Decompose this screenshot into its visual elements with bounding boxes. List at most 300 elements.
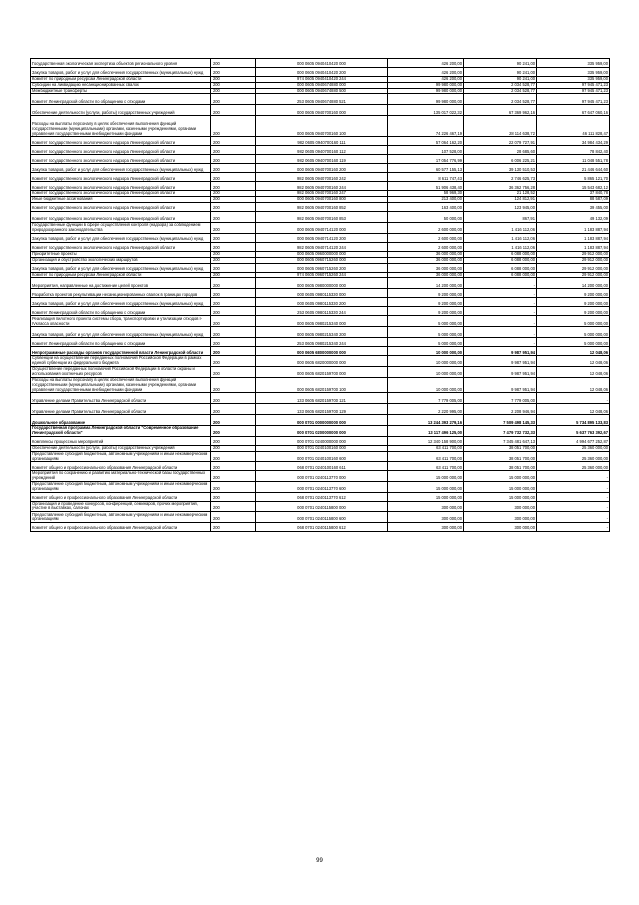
row-remaining-amount: 5 865 121,70 (537, 173, 610, 182)
table-row (31, 451, 610, 462)
row-name: Разработка проектов рекультивации несанкционированных свалок в границах городов (31, 289, 211, 298)
row-name: Закупка товаров, работ и услуг для обеспечения государственных (муниципальных) нужд (31, 68, 211, 77)
row-remaining-amount: 29 912 000,00 (537, 251, 610, 257)
row-executed-amount: 9 987 951,94 (464, 377, 537, 392)
table-row (31, 182, 610, 191)
row-budget-code: 982 0605 0940700160 111 (256, 137, 388, 146)
row-executed-amount: 867,91 (464, 211, 537, 222)
row-budget-code: 000 0605 0940700160 000 (256, 105, 388, 116)
row-line-code: 200 (211, 263, 256, 272)
table-row (31, 94, 610, 105)
row-budget-code: 000 0605 6820000000 000 (256, 356, 388, 367)
row-executed-amount: 7 479 732 732,33 (464, 426, 537, 437)
row-name: Комитет государственного экологического надзора Ленинградской области (31, 202, 211, 211)
row-name: Комитет общего и профессионального образования Ленинградской области (31, 492, 211, 501)
row-budget-code: 982 0605 0940714120 244 (256, 242, 388, 251)
table-row (31, 278, 610, 289)
row-approved-amount: 7 779 005,00 (388, 393, 464, 404)
row-budget-code: 000 0605 0940674880 000 (256, 82, 388, 88)
row-remaining-amount: 25 360 000,00 (537, 451, 610, 462)
row-executed-amount: - (464, 327, 537, 338)
row-executed-amount: 1 416 112,06 (464, 242, 537, 251)
row-remaining-amount: 5 000 000,00 (537, 316, 610, 327)
row-executed-amount: - (464, 298, 537, 307)
row-name: Осуществление переданных полномочий Российской Федерации в области охраны и использования охотничьих ресурсов (31, 366, 211, 377)
row-approved-amount: 8 611 747,43 (388, 173, 464, 182)
row-budget-code: 000 0605 0980115330 000 (256, 289, 388, 298)
row-name: Дошкольное образование (31, 415, 211, 426)
row-executed-amount: 9 987 951,94 (464, 347, 537, 356)
row-budget-code: 000 0701 0240100160 600 (256, 451, 388, 462)
row-line-code: 200 (211, 68, 256, 77)
row-name: Закупка товаров, работ и услуг для обеспечения государственных (муниципальных) нужд (31, 298, 211, 307)
row-line-code: 200 (211, 338, 256, 347)
row-remaining-amount: 67 647 060,16 (537, 105, 610, 116)
row-budget-code: 982 0605 0940700160 119 (256, 155, 388, 164)
row-name: Комитет по природным ресурсам Ленинградской области (31, 272, 211, 278)
row-remaining-amount: 21 446 644,60 (537, 164, 610, 173)
row-name: Закупка товаров, работ и услуг для обеспечения государственных (муниципальных) нужд (31, 233, 211, 242)
row-approved-amount: 213 400,00 (388, 197, 464, 203)
row-approved-amount: 99 980 000,00 (388, 88, 464, 94)
row-executed-amount: 28 685,60 (464, 146, 537, 155)
row-name: Комитет государственного экологического надзора Ленинградской области (31, 211, 211, 222)
row-name: Комитет государственного экологического надзора Ленинградской области (31, 155, 211, 164)
row-budget-code: 000 0605 0940410420 000 (256, 59, 388, 68)
row-budget-code: 982 0605 0940700160 853 (256, 211, 388, 222)
table-row (31, 59, 610, 68)
row-line-code: 200 (211, 298, 256, 307)
row-name: Комитет Ленинградской области по обращению с отходами (31, 307, 211, 316)
row-line-code: 200 (211, 415, 256, 426)
row-line-code: 200 (211, 164, 256, 173)
row-name: Комитет Ленинградской области по обращению с отходами (31, 338, 211, 347)
row-approved-amount: 36 000 000,00 (388, 251, 464, 257)
table-row (31, 164, 610, 173)
row-budget-code: 253 0605 0980215340 244 (256, 338, 388, 347)
table-row (31, 404, 610, 415)
row-executed-amount: - (464, 316, 537, 327)
row-line-code: 200 (211, 59, 256, 68)
row-budget-code: 000 0605 0940714120 200 (256, 233, 388, 242)
row-name: Комитет государственного экологического надзора Ленинградской области (31, 191, 211, 197)
row-line-code: 200 (211, 137, 256, 146)
row-name: Обеспечение деятельности (услуги, работы) государственных учреждений (31, 445, 211, 451)
row-line-code: 200 (211, 512, 256, 523)
row-name: Комитет государственного экологического надзора Ленинградской области (31, 173, 211, 182)
row-executed-amount: 90 241,00 (464, 59, 537, 68)
row-name: Иные бюджетные ассигнования (31, 197, 211, 203)
row-name: Комитет государственного экологического надзора Ленинградской области (31, 242, 211, 251)
row-line-code: 200 (211, 451, 256, 462)
row-name: Предоставление субсидий бюджетным, автономным учреждениям и иным некоммерческим организациям (31, 481, 211, 492)
row-budget-code: 000 0605 0980000000 000 (256, 278, 388, 289)
row-approved-amount: 57 064 162,20 (388, 137, 464, 146)
row-approved-amount: 2 600 000,00 (388, 233, 464, 242)
row-line-code: 200 (211, 146, 256, 155)
row-name: Государственные функции в сфере осуществления контроля (надзора) за соблюдением природоохранного законодательства (31, 222, 211, 233)
row-name: Закупка товаров, работ и услуг для обеспечения государственных (муниципальных) нужд (31, 164, 211, 173)
row-budget-code: 000 0605 0940700160 800 (256, 197, 388, 203)
row-executed-amount: 28 114 638,72 (464, 116, 537, 137)
row-remaining-amount: 12 048,06 (537, 347, 610, 356)
row-approved-amount: 5 000 000,00 (388, 316, 464, 327)
row-name: Закупка товаров, работ и услуг для обеспечения государственных (муниципальных) нужд (31, 327, 211, 338)
table-row (31, 366, 610, 377)
row-remaining-amount: 34 984 434,29 (537, 137, 610, 146)
row-remaining-amount: 11 048 551,78 (537, 155, 610, 164)
row-executed-amount: 6 088 000,00 (464, 251, 537, 257)
row-remaining-amount: 12 048,06 (537, 404, 610, 415)
row-line-code: 200 (211, 211, 256, 222)
row-budget-code: 000 0701 0240000000 000 (256, 436, 388, 445)
row-name: Государственная экологическая экспертиза объектов регионального уровня (31, 59, 211, 68)
table-row (31, 415, 610, 426)
row-approved-amount: 2 220 995,00 (388, 404, 464, 415)
row-executed-amount: 300 000,00 (464, 512, 537, 523)
row-budget-code: 000 0605 6820159700 100 (256, 377, 388, 392)
row-remaining-amount: - (537, 481, 610, 492)
row-budget-code: 000 0701 0240113770 600 (256, 481, 388, 492)
row-budget-code: 000 0701 0240115800 000 (256, 501, 388, 512)
row-approved-amount: 107 528,00 (388, 146, 464, 155)
row-budget-code: 000 0605 0940714120 000 (256, 222, 388, 233)
row-executed-amount: 124 812,91 (464, 197, 537, 203)
row-approved-amount: 9 200 000,00 (388, 289, 464, 298)
row-line-code: 200 (211, 492, 256, 501)
row-line-code: 200 (211, 501, 256, 512)
row-budget-code: 068 0701 0240113770 612 (256, 492, 388, 501)
table-row (31, 222, 610, 233)
row-name: Субвенции на осуществление переданных полномочий Российской Федерации в рамках единой субвенции из федерального бюджета (31, 356, 211, 367)
row-approved-amount: 300 000,00 (388, 523, 464, 532)
table-row (31, 471, 610, 482)
row-name: Расходы на выплаты персоналу в целях обеспечения выполнения функций государственными (муниципальными) органами, казенными учреждениями, органами управления государственными внебюджетными фондами (31, 116, 211, 137)
row-line-code: 200 (211, 404, 256, 415)
row-name: Комитет общего и профессионального образования Ленинградской области (31, 523, 211, 532)
row-approved-amount: 13 117 496 125,00 (388, 426, 464, 437)
row-approved-amount: 36 000 000,00 (388, 263, 464, 272)
row-budget-code: 974 0605 0940410420 244 (256, 77, 388, 83)
row-executed-amount: 38 051 700,00 (464, 445, 537, 451)
row-executed-amount: 1 416 112,06 (464, 222, 537, 233)
table-row (31, 146, 610, 155)
row-approved-amount: 135 017 022,32 (388, 105, 464, 116)
row-name: Комитет Ленинградской области по обращению с отходами (31, 94, 211, 105)
row-budget-code: 000 0605 6800000000 000 (256, 347, 388, 356)
row-budget-code: 000 0701 0240100160 000 (256, 445, 388, 451)
row-line-code: 200 (211, 272, 256, 278)
row-budget-code: 253 0605 0940674880 521 (256, 94, 388, 105)
row-remaining-amount: 25 360 000,00 (537, 445, 610, 451)
table-row (31, 116, 610, 137)
table-row (31, 289, 610, 298)
row-budget-code: 982 0605 0940700160 852 (256, 202, 388, 211)
table-body (31, 59, 610, 532)
row-remaining-amount: - (537, 512, 610, 523)
row-executed-amount: 2 034 528,77 (464, 88, 537, 94)
row-line-code: 200 (211, 105, 256, 116)
table-row (31, 436, 610, 445)
row-approved-amount: 15 000 000,00 (388, 492, 464, 501)
row-remaining-amount: 9 200 000,00 (537, 298, 610, 307)
row-approved-amount: 63 411 700,00 (388, 462, 464, 471)
row-remaining-amount: 12 048,06 (537, 356, 610, 367)
row-approved-amount: 12 340 158 900,00 (388, 436, 464, 445)
row-approved-amount: 99 980 000,00 (388, 94, 464, 105)
row-line-code: 200 (211, 366, 256, 377)
row-remaining-amount: 97 945 471,23 (537, 82, 610, 88)
row-approved-amount: 2 600 000,00 (388, 222, 464, 233)
row-budget-code: 000 0605 0940700160 100 (256, 116, 388, 137)
row-remaining-amount: 1 183 887,94 (537, 242, 610, 251)
table-row (31, 501, 610, 512)
row-executed-amount: - (464, 278, 537, 289)
row-approved-amount: 13 244 393 279,16 (388, 415, 464, 426)
row-executed-amount: 9 987 951,94 (464, 366, 537, 377)
row-remaining-amount: - (537, 471, 610, 482)
row-line-code: 200 (211, 393, 256, 404)
row-budget-code: 133 0605 6820159700 129 (256, 404, 388, 415)
row-approved-amount: 14 200 000,00 (388, 278, 464, 289)
row-budget-code: 000 0701 0200000000 000 (256, 426, 388, 437)
row-remaining-amount: 37 840,78 (537, 191, 610, 197)
row-remaining-amount: 1 183 887,94 (537, 233, 610, 242)
row-executed-amount: 38 051 700,00 (464, 462, 537, 471)
row-remaining-amount: 5 734 895 133,83 (537, 415, 610, 426)
table-row (31, 462, 610, 471)
row-line-code: 200 (211, 182, 256, 191)
row-remaining-amount: 335 959,00 (537, 59, 610, 68)
row-remaining-amount: 9 200 000,00 (537, 307, 610, 316)
table-row (31, 263, 610, 272)
table-row (31, 68, 610, 77)
table-row (31, 202, 610, 211)
row-executed-amount: 15 000 000,00 (464, 481, 537, 492)
row-approved-amount: 63 411 700,00 (388, 445, 464, 451)
row-approved-amount: 300 000,00 (388, 512, 464, 523)
row-remaining-amount: 29 912 000,00 (537, 263, 610, 272)
row-executed-amount: 1 416 112,06 (464, 233, 537, 242)
row-line-code: 200 (211, 202, 256, 211)
table-row (31, 137, 610, 146)
table-row (31, 481, 610, 492)
row-budget-code: 000 0605 6820159700 000 (256, 366, 388, 377)
row-remaining-amount: 49 132,09 (537, 211, 610, 222)
row-remaining-amount: 5 637 763 392,67 (537, 426, 610, 437)
row-executed-amount: - (464, 338, 537, 347)
row-line-code: 200 (211, 155, 256, 164)
row-remaining-amount: 1 183 887,94 (537, 222, 610, 233)
row-budget-code: 000 0605 0940410420 200 (256, 68, 388, 77)
row-remaining-amount: 335 959,00 (537, 77, 610, 83)
row-executed-amount: 21 128,52 (464, 191, 537, 197)
row-remaining-amount: 97 945 471,23 (537, 94, 610, 105)
row-approved-amount: 10 000 000,00 (388, 356, 464, 367)
row-remaining-amount: 4 994 677 252,87 (537, 436, 610, 445)
row-name: Управление делами Правительства Ленинградской области (31, 393, 211, 404)
row-line-code: 200 (211, 471, 256, 482)
row-name: Мероприятия по сохранению и развитию материально-технической базы государственных учреждений (31, 471, 211, 482)
row-line-code: 200 (211, 327, 256, 338)
table-row (31, 347, 610, 356)
row-remaining-amount: 29 912 000,00 (537, 272, 610, 278)
row-budget-code: 000 0605 0960715260 200 (256, 263, 388, 272)
row-name: Комитет государственного экологического надзора Ленинградской области (31, 182, 211, 191)
row-approved-amount: 99 980 000,00 (388, 82, 464, 88)
row-name: Комплексы процессных мероприятий (31, 436, 211, 445)
row-budget-code: 000 0605 0980215340 000 (256, 316, 388, 327)
row-budget-code: 068 0701 0240115800 612 (256, 523, 388, 532)
row-approved-amount: 60 577 155,13 (388, 164, 464, 173)
row-executed-amount: 90 241,00 (464, 68, 537, 77)
row-approved-amount: 36 000 000,00 (388, 272, 464, 278)
row-approved-amount: 10 000 000,00 (388, 366, 464, 377)
row-approved-amount: 15 000 000,00 (388, 471, 464, 482)
row-line-code: 200 (211, 445, 256, 451)
table-row (31, 155, 610, 164)
row-remaining-amount: 29 912 000,00 (537, 257, 610, 263)
row-approved-amount: 51 906 438,40 (388, 182, 464, 191)
row-approved-amount: 63 411 700,00 (388, 451, 464, 462)
row-executed-amount: 36 362 756,28 (464, 182, 537, 191)
row-line-code: 200 (211, 242, 256, 251)
row-executed-amount: 7 345 481 647,13 (464, 436, 537, 445)
row-remaining-amount: - (537, 523, 610, 532)
row-remaining-amount: 46 111 828,47 (537, 116, 610, 137)
row-approved-amount: 5 000 000,00 (388, 327, 464, 338)
row-remaining-amount: 335 959,00 (537, 68, 610, 77)
row-line-code: 200 (211, 116, 256, 137)
row-approved-amount: 426 200,00 (388, 59, 464, 68)
row-approved-amount: 15 000 000,00 (388, 481, 464, 492)
row-executed-amount: 6 088 000,00 (464, 257, 537, 263)
table-row (31, 82, 610, 88)
row-remaining-amount: - (537, 393, 610, 404)
table-row (31, 356, 610, 367)
table-row (31, 272, 610, 278)
row-line-code: 200 (211, 289, 256, 298)
row-name: Комитет государственного экологического надзора Ленинградской области (31, 137, 211, 146)
row-line-code: 200 (211, 257, 256, 263)
table-row (31, 105, 610, 116)
row-executed-amount: 300 000,00 (464, 523, 537, 532)
row-budget-code: 000 0605 0940674880 500 (256, 88, 388, 94)
row-name: Реализация пилотного проекта системы сбора, транспортировки и утилизации отходов I-IVкласса опасности (31, 316, 211, 327)
row-name: Субсидии на ликвидацию несанкционированных свалок (31, 82, 211, 88)
table-row (31, 211, 610, 222)
row-line-code: 200 (211, 191, 256, 197)
row-approved-amount: 5 000 000,00 (388, 338, 464, 347)
row-line-code: 200 (211, 251, 256, 257)
row-executed-amount: 39 130 510,53 (464, 164, 537, 173)
table-row (31, 298, 610, 307)
row-name: Приоритетные проекты (31, 251, 211, 257)
row-line-code: 200 (211, 481, 256, 492)
row-remaining-amount: 5 000 000,00 (537, 338, 610, 347)
row-budget-code: 000 0605 0960715260 000 (256, 257, 388, 263)
table-row (31, 393, 610, 404)
row-name: Предоставление субсидий бюджетным, автономным учреждениям и иным некоммерческим организациям (31, 451, 211, 462)
row-line-code: 200 (211, 82, 256, 88)
table-row (31, 233, 610, 242)
table-row (31, 523, 610, 532)
row-budget-code: 253 0605 0980115330 244 (256, 307, 388, 316)
row-name: Непрограммные расходы органов государственной власти Ленинградской области (31, 347, 211, 356)
row-budget-code: 000 0605 0940700160 200 (256, 164, 388, 173)
row-remaining-amount: 25 360 000,00 (537, 462, 610, 471)
row-name: Расходы на выплаты персоналу в целях обеспечения выполнения функций государственными (муниципальными) органами, казенными учреждениями, органами управления государственными внебюджетными фондами (31, 377, 211, 392)
row-approved-amount: 163 400,00 (388, 202, 464, 211)
table-row (31, 426, 610, 437)
row-line-code: 200 (211, 523, 256, 532)
row-executed-amount: 9 987 951,94 (464, 356, 537, 367)
page-number: 99 (316, 858, 323, 864)
row-budget-code: 982 0605 0940700160 112 (256, 146, 388, 155)
row-remaining-amount: 14 200 000,00 (537, 278, 610, 289)
row-executed-amount: 6 088 000,00 (464, 272, 537, 278)
row-executed-amount: 2 746 625,73 (464, 173, 537, 182)
table-row (31, 307, 610, 316)
row-budget-code: 982 0605 0940700160 244 (256, 182, 388, 191)
row-approved-amount: 10 000 000,00 (388, 347, 464, 356)
row-line-code: 200 (211, 173, 256, 182)
row-executed-amount: 6 088 000,00 (464, 263, 537, 272)
row-line-code: 200 (211, 233, 256, 242)
row-name: Управление делами Правительства Ленинградской области (31, 404, 211, 415)
row-line-code: 200 (211, 462, 256, 471)
row-name: Предоставление субсидий бюджетным, автономным учреждениям и иным некоммерческим организациям (31, 512, 211, 523)
row-executed-amount: 15 000 000,00 (464, 471, 537, 482)
row-executed-amount: 90 241,00 (464, 77, 537, 83)
row-executed-amount: 7 509 498 145,33 (464, 415, 537, 426)
table-row (31, 316, 610, 327)
row-line-code: 200 (211, 88, 256, 94)
row-name: Организация и обустройство экологических маршрутов (31, 257, 211, 263)
table-row (31, 338, 610, 347)
table-row (31, 377, 610, 392)
table-row (31, 191, 610, 197)
row-name: Организация и проведение конкурсов, конференций, семинаров, прочих мероприятий, участие в выставках, салонах (31, 501, 211, 512)
table-row (31, 257, 610, 263)
row-name: Комитет по природным ресурсам Ленинградской области (31, 77, 211, 83)
row-budget-code: 974 0605 0960715260 244 (256, 272, 388, 278)
row-name: Комитет общего и профессионального образования Ленинградской области (31, 462, 211, 471)
row-line-code: 200 (211, 307, 256, 316)
row-line-code: 200 (211, 436, 256, 445)
row-budget-code: 000 0701 0000000000 000 (256, 415, 388, 426)
row-executed-amount: 2 034 528,77 (464, 94, 537, 105)
row-approved-amount: 2 600 000,00 (388, 242, 464, 251)
row-remaining-amount: 39 455,00 (537, 202, 610, 211)
row-line-code: 200 (211, 316, 256, 327)
row-executed-amount: - (464, 289, 537, 298)
row-executed-amount: 7 779 005,00 (464, 393, 537, 404)
table-row (31, 242, 610, 251)
row-remaining-amount: 5 000 000,00 (537, 327, 610, 338)
budget-execution-table (30, 58, 610, 532)
row-approved-amount: 58 969,30 (388, 191, 464, 197)
row-line-code: 200 (211, 222, 256, 233)
row-name: Межбюджетные трансферты (31, 88, 211, 94)
table-row (31, 77, 610, 83)
row-remaining-amount: 12 048,06 (537, 377, 610, 392)
table-row (31, 173, 610, 182)
row-budget-code: 133 0605 6820159700 121 (256, 393, 388, 404)
row-budget-code: 000 0605 0960000000 000 (256, 251, 388, 257)
table-row (31, 445, 610, 451)
row-remaining-amount: 15 543 682,12 (537, 182, 610, 191)
